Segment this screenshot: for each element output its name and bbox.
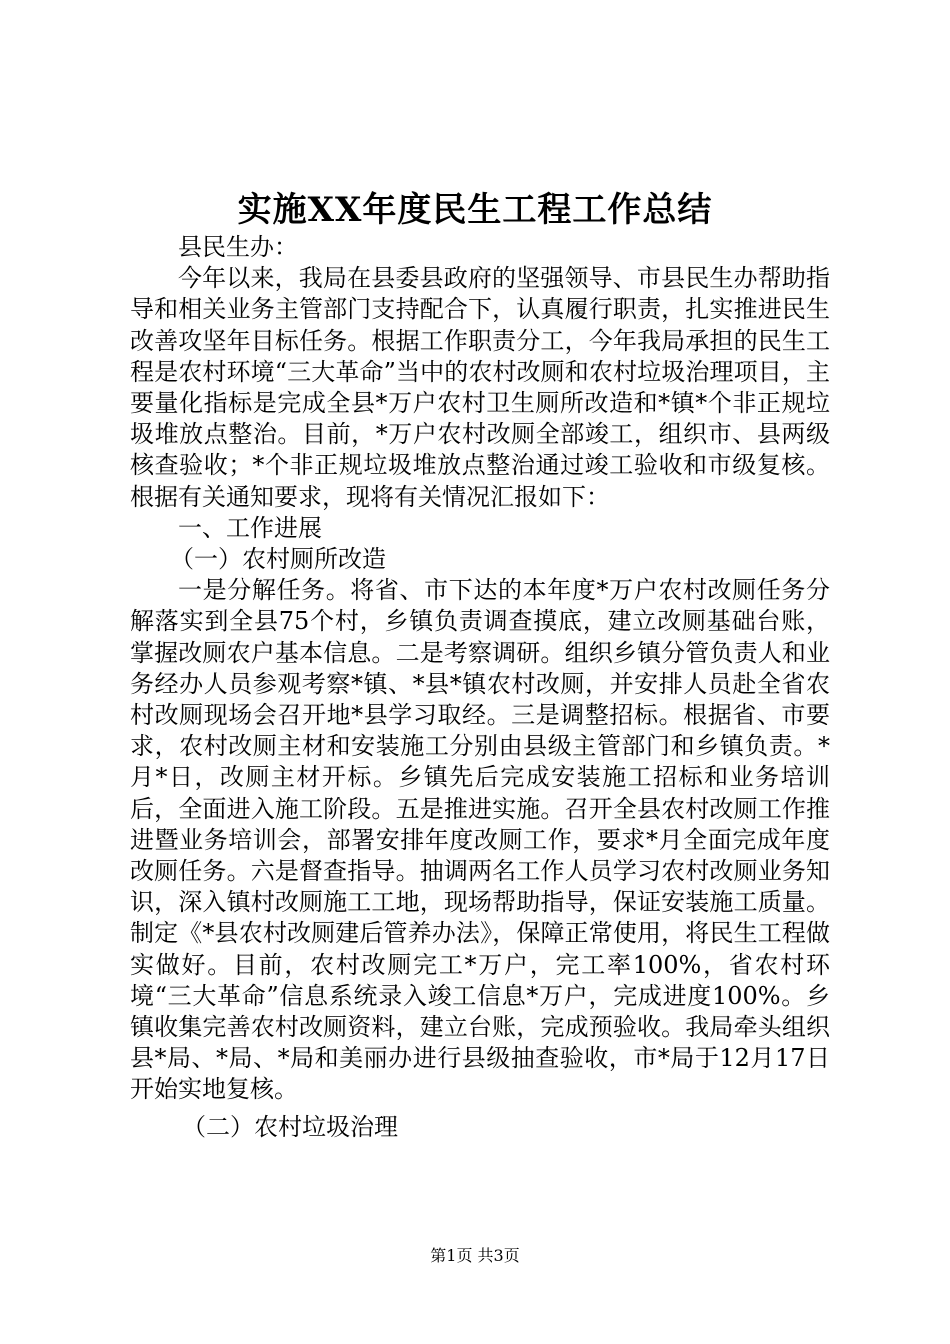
intro-paragraph: 今年以来，我局在县委县政府的坚强领导、市县民生办帮助指导和相关业务主管部门支持配合下，认真履行职责，扎实推进民生改善攻坚年目标任务。根据工作职责分工，今年我局承担的民生工程是农村环境“三大革命”当中的农村改厕和农村垃圾治理项目，主要量化指标是完成全县*万户农村卫生厕所改造和*镇*个非正规垃圾堆放点整治。目前，*万户农村改厕全部竣工，组织市、县两级核查验收；*个非正规垃圾堆放点整治通过竣工验收和市级复核。根据有关通知要求，现将有关情况汇报如下：	[130, 264, 830, 511]
toilet-paragraph: 一是分解任务。将省、市下达的本年度*万户农村改厕任务分解落实到全县75个村，乡镇负责调查摸底，建立改厕基础台账，掌握改厕农户基本信息。二是考察调研。组织乡镇分管负责人和业务经办人员参观考察*镇、*县*镇农村改厕，并安排人员赴全省农村改厕现场会召开地*县学习取经。三是调整招标。根据省、市要求，农村改厕主材和安装施工分别由县级主管部门和乡镇负责。*月*日，改厕主材开标。乡镇先后完成安装施工招标和业务培训后，全面进入施工阶段。五是推进实施。召开全县农村改厕工作推进暨业务培训会，部署安排年度改厕工作，要求*月全面完成年度改厕任务。六是督查指导。抽调两名工作人员学习农村改厕业务知识，深入镇村改厕施工工地，现场帮助指导，保证安装施工质量。制定《*县农村改厕建后管养办法》，保障正常使用，将民生工程做实做好。目前，农村改厕完工*万户，完工率100%，省农村环境“三大革命”信息系统录入竣工信息*万户，完成进度100%。乡镇收集完善农村改厕资料，建立台账，完成预验收。我局牵头组织县*局、*局、*局和美丽办进行县级抽查验收，市*局于12月17日开始实地复核。	[130, 576, 830, 1104]
document-title: 实施XX年度民生工程工作总结	[237, 190, 713, 230]
section-heading: 一、工作进展	[178, 513, 322, 542]
subsection-heading-toilet: （一）农村厕所改造	[170, 545, 386, 574]
salutation: 县民生办：	[178, 233, 298, 261]
subsection-heading-garbage: （二）农村垃圾治理	[182, 1112, 398, 1141]
page-footer: 第1页 共3页	[430, 1246, 520, 1265]
document-body	[130, 232, 830, 1143]
